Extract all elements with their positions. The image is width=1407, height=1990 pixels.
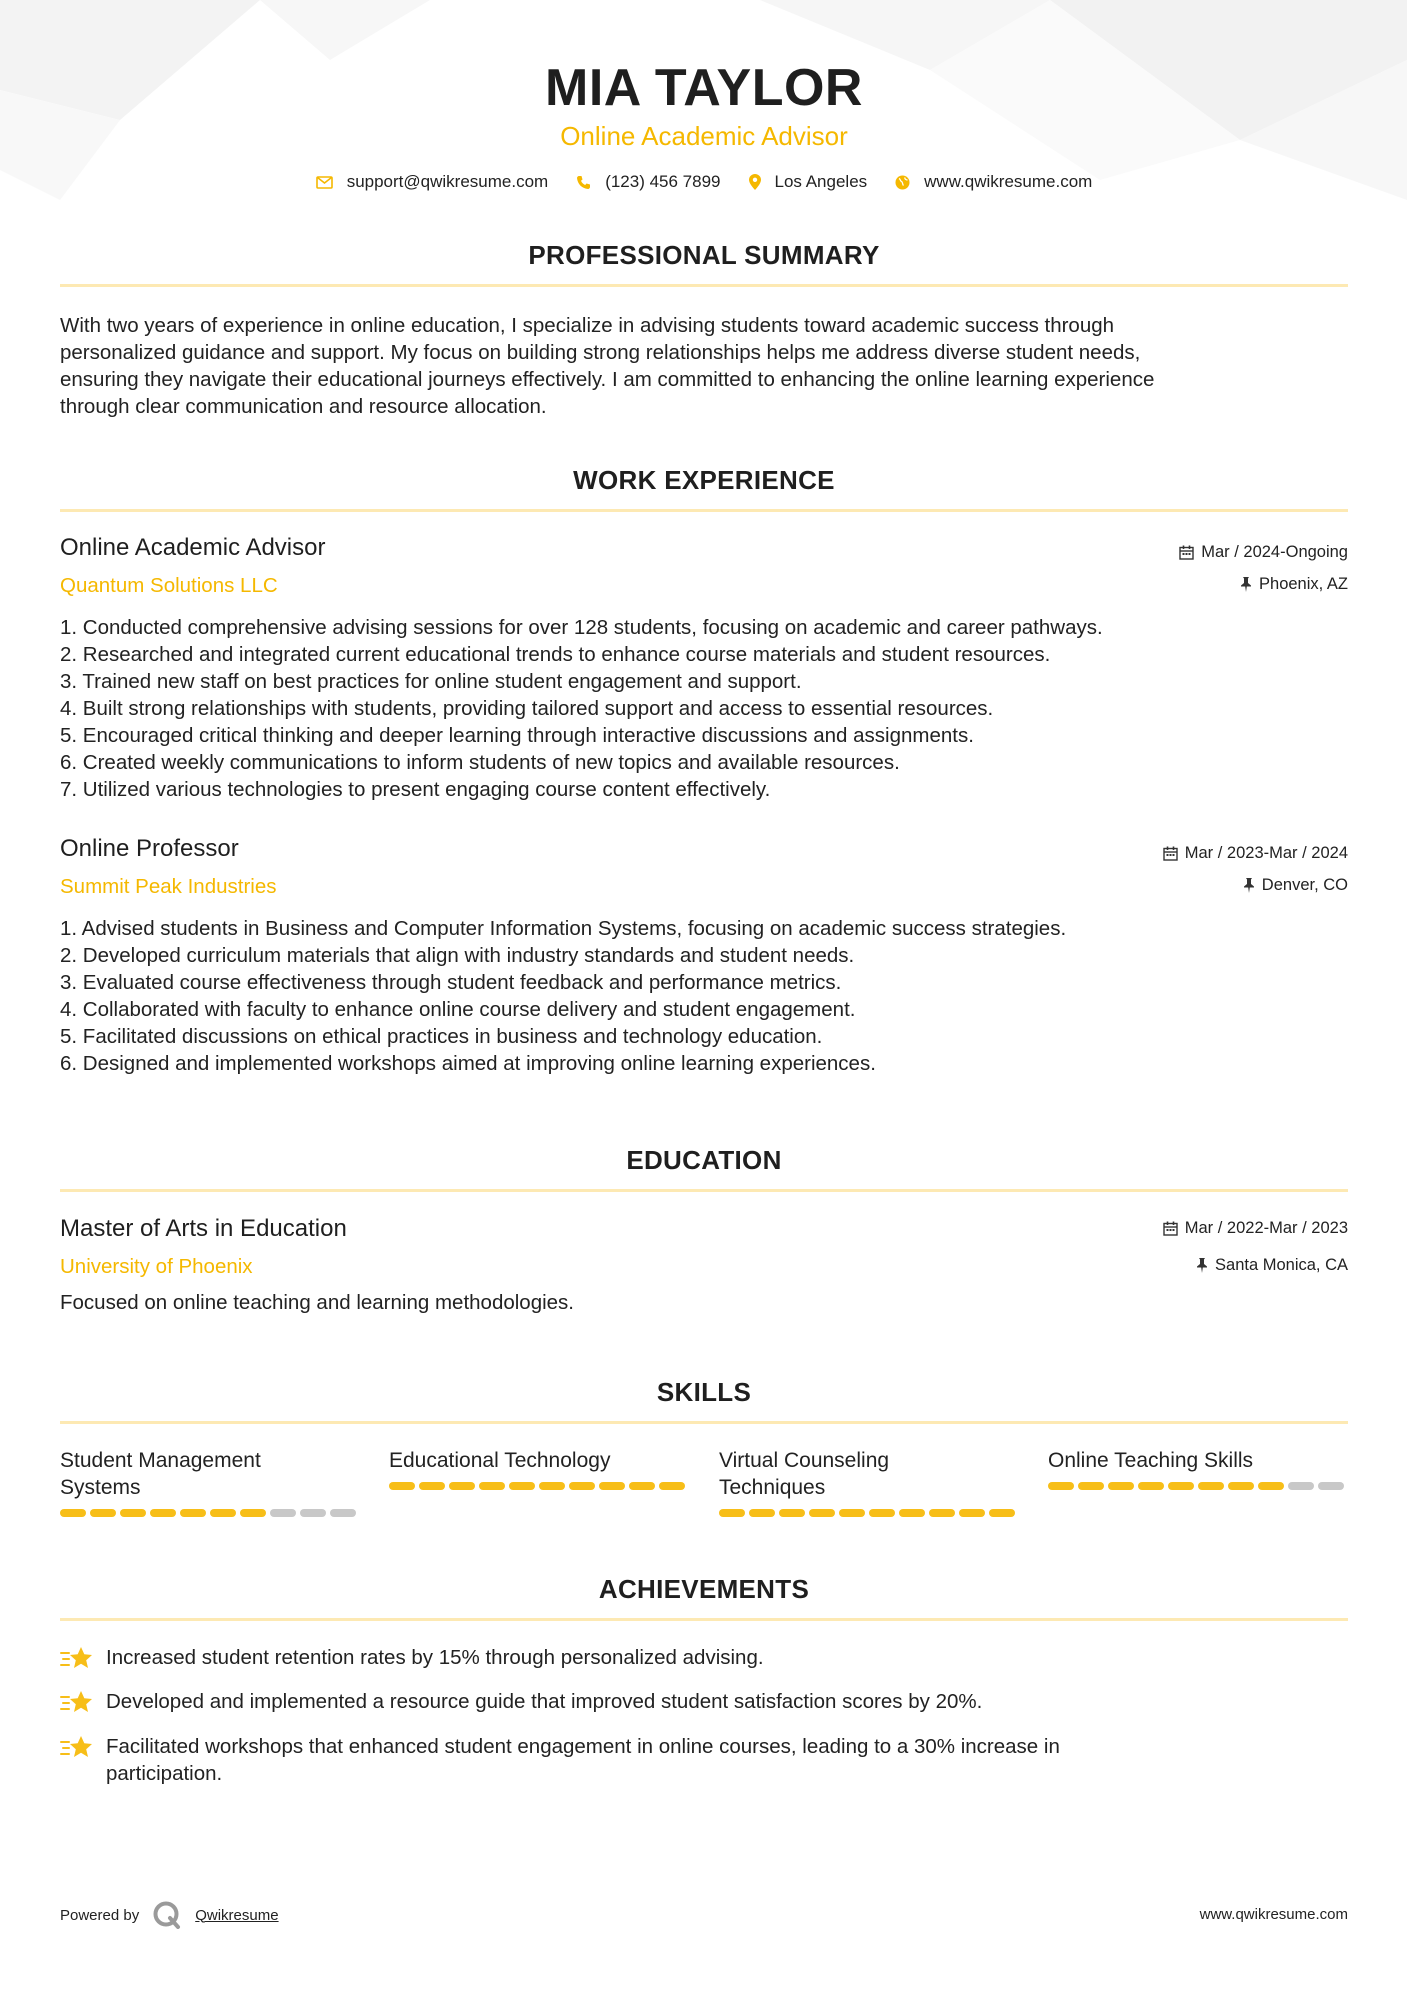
skill-name-line: Virtual Counseling — [719, 1449, 890, 1472]
job-bullets — [60, 915, 1348, 1077]
skill-level-segment — [989, 1509, 1015, 1517]
job-location-text: Denver, CO — [1261, 876, 1348, 894]
skill-level-bar — [60, 1509, 360, 1517]
job-title: Online Academic Advisor — [60, 534, 326, 561]
skill-level-segment — [1078, 1482, 1104, 1490]
skills-heading: SKILLS — [656, 1377, 752, 1407]
skill-level-segment — [1138, 1482, 1164, 1490]
star-icon — [60, 1733, 106, 1787]
contact-location-text: Los Angeles — [774, 172, 868, 191]
skill-level-segment — [1228, 1482, 1254, 1490]
education-rule — [60, 1189, 1348, 1192]
qwikresume-link[interactable]: Qwikresume — [195, 1906, 279, 1924]
skill-level-segment — [1258, 1482, 1284, 1490]
job-dates-text: Mar / 2023-Mar / 2024 — [1184, 844, 1348, 862]
achievement-item — [60, 1688, 1348, 1723]
footer-powered-by — [60, 1901, 279, 1929]
list-item: 6. Designed and implemented workshops aimed at improving online learning experiences. — [60, 1052, 876, 1075]
education-location-text: Santa Monica, CA — [1215, 1256, 1348, 1274]
skill-level-segment — [899, 1509, 925, 1517]
skill-name — [60, 1447, 360, 1501]
skill-level-segment — [150, 1509, 176, 1517]
skill-name-line: Systems — [60, 1476, 141, 1499]
skill-name-line: Student Management — [60, 1449, 261, 1472]
summary-line: personalized guidance and support. My focus on building strong relationships helps me address diverse student needs, — [60, 341, 1141, 364]
skill-level-segment — [539, 1482, 565, 1490]
skill-level-bar — [719, 1509, 1019, 1517]
skill-level-segment — [569, 1482, 595, 1490]
job-location — [1243, 876, 1348, 895]
list-item: 4. Built strong relationships with students, providing tailored support and access to essential resources. — [60, 697, 994, 720]
achievements-heading: ACHIEVEMENTS — [598, 1574, 810, 1604]
calendar-icon — [1163, 846, 1178, 861]
candidate-name: MIA TAYLOR — [545, 59, 863, 117]
skill-level-segment — [330, 1509, 356, 1517]
job-title: Online Professor — [60, 835, 239, 862]
calendar-icon — [1179, 545, 1194, 560]
summary-rule — [60, 284, 1348, 287]
skill-level-segment — [120, 1509, 146, 1517]
contact-phone[interactable] — [576, 172, 720, 192]
list-item: 5. Encouraged critical thinking and deeper learning through interactive discussions and assignments. — [60, 724, 974, 747]
map-pin-icon — [749, 174, 761, 190]
job-location-text: Phoenix, AZ — [1259, 575, 1348, 593]
achievement-text — [106, 1688, 982, 1723]
achievement-line: Facilitated workshops that enhanced student engagement in online courses, leading to a 30% increase in — [106, 1735, 1060, 1758]
globe-icon — [895, 175, 910, 190]
skill-name-line: Educational Technology — [389, 1449, 611, 1472]
skill-level-segment — [270, 1509, 296, 1517]
skill-name-line: Techniques — [719, 1476, 826, 1499]
list-item: 6. Created weekly communications to inform students of new topics and available resources. — [60, 751, 900, 774]
job-company: Summit Peak Industries — [60, 875, 277, 898]
skill-level-segment — [389, 1482, 415, 1490]
skill-level-segment — [300, 1509, 326, 1517]
skill-level-segment — [779, 1509, 805, 1517]
achievement-line: Increased student retention rates by 15% through personalized advising. — [106, 1646, 764, 1669]
job-dates-text: Mar / 2024-Ongoing — [1201, 543, 1348, 561]
list-item: 1. Conducted comprehensive advising sessions for over 128 students, focusing on academic and career pathways. — [60, 616, 1103, 639]
skill-level-segment — [869, 1509, 895, 1517]
summary-text — [60, 312, 1348, 420]
job-location — [1240, 575, 1348, 594]
skill-level-segment — [1198, 1482, 1224, 1490]
education-dates-text: Mar / 2022-Mar / 2023 — [1184, 1219, 1348, 1237]
skill-level-bar — [1048, 1482, 1348, 1490]
calendar-icon — [1163, 1221, 1178, 1236]
skills-rule — [60, 1421, 1348, 1424]
pushpin-icon — [1196, 1258, 1208, 1273]
skill-level-segment — [659, 1482, 685, 1490]
skill-level-segment — [210, 1509, 236, 1517]
star-icon — [60, 1688, 106, 1723]
skill-level-segment — [60, 1509, 86, 1517]
skill-level-segment — [90, 1509, 116, 1517]
skill-level-segment — [479, 1482, 505, 1490]
skill-item — [719, 1447, 1019, 1517]
list-item: 7. Utilized various technologies to present engaging course content effectively. — [60, 778, 771, 801]
contact-phone-text: (123) 456 7899 — [605, 172, 721, 191]
skill-level-segment — [1168, 1482, 1194, 1490]
achievement-item — [60, 1733, 1348, 1787]
skill-level-segment — [1108, 1482, 1134, 1490]
skill-level-segment — [449, 1482, 475, 1490]
envelope-icon — [316, 176, 333, 189]
contact-website-text: www.qwikresume.com — [924, 172, 1093, 191]
education-description: Focused on online teaching and learning methodologies. — [60, 1291, 575, 1314]
candidate-title: Online Academic Advisor — [560, 121, 848, 151]
list-item: 3. Evaluated course effectiveness through student feedback and performance metrics. — [60, 971, 842, 994]
star-icon — [60, 1644, 106, 1679]
contact-email-text: support@qwikresume.com — [346, 172, 549, 191]
skill-item — [60, 1447, 360, 1517]
achievement-line: participation. — [106, 1762, 223, 1785]
contact-website[interactable] — [895, 172, 1092, 192]
list-item: 3. Trained new staff on best practices for online student engagement and support. — [60, 670, 802, 693]
achievement-item — [60, 1644, 1348, 1679]
achievement-text — [106, 1644, 764, 1679]
skill-level-segment — [749, 1509, 775, 1517]
skill-name-line: Online Teaching Skills — [1048, 1449, 1254, 1472]
skill-level-segment — [809, 1509, 835, 1517]
qwikresume-logo-icon — [153, 1901, 181, 1929]
job-dates — [1179, 543, 1348, 562]
skill-level-segment — [1318, 1482, 1344, 1490]
summary-heading: PROFESSIONAL SUMMARY — [528, 240, 880, 270]
skill-item — [1048, 1447, 1348, 1490]
footer-website[interactable]: www.qwikresume.com — [1199, 1906, 1348, 1923]
contact-email[interactable] — [316, 172, 549, 192]
skill-level-segment — [240, 1509, 266, 1517]
summary-line: ensuring they navigate their educational journeys effectively. I am committed to enhancing the online learning experience — [60, 368, 1155, 391]
skill-name — [719, 1447, 1019, 1501]
education-heading: EDUCATION — [626, 1145, 782, 1175]
achievement-line: Developed and implemented a resource guide that improved student satisfaction scores by 20%. — [106, 1690, 983, 1713]
skill-level-segment — [419, 1482, 445, 1490]
achievement-text — [106, 1733, 1060, 1787]
skill-level-segment — [719, 1509, 745, 1517]
skill-level-segment — [599, 1482, 625, 1490]
list-item: 2. Researched and integrated current educational trends to enhance course materials and student resources. — [60, 643, 1051, 666]
list-item: 4. Collaborated with faculty to enhance online course delivery and student engagement. — [60, 998, 856, 1021]
skill-level-segment — [839, 1509, 865, 1517]
education-dates — [1163, 1219, 1348, 1238]
list-item: 1. Advised students in Business and Computer Information Systems, focusing on academic success strategies. — [60, 917, 1067, 940]
skill-level-bar — [389, 1482, 689, 1490]
pushpin-icon — [1240, 577, 1252, 592]
powered-by-label: Powered by — [60, 1906, 140, 1924]
education-school: University of Phoenix — [60, 1255, 253, 1278]
contact-bar — [60, 172, 1348, 192]
job-bullets — [60, 614, 1348, 803]
skill-item — [389, 1447, 689, 1490]
skill-level-segment — [180, 1509, 206, 1517]
experience-rule — [60, 509, 1348, 512]
list-item: 2. Developed curriculum materials that align with industry standards and student needs. — [60, 944, 855, 967]
skill-level-segment — [1288, 1482, 1314, 1490]
list-item: 5. Facilitated discussions on ethical practices in business and technology education. — [60, 1025, 823, 1048]
experience-heading: WORK EXPERIENCE — [573, 465, 835, 495]
education-location — [1196, 1256, 1348, 1275]
job-company: Quantum Solutions LLC — [60, 574, 278, 597]
phone-icon — [576, 175, 591, 190]
summary-line: through clear communication and resource allocation. — [60, 395, 547, 418]
skill-level-segment — [629, 1482, 655, 1490]
summary-line: With two years of experience in online education, I specialize in advising students toward academic success through — [60, 314, 1115, 337]
education-degree: Master of Arts in Education — [60, 1215, 347, 1242]
skill-level-segment — [929, 1509, 955, 1517]
skill-name — [389, 1447, 689, 1474]
contact-location — [749, 172, 868, 192]
skill-level-segment — [509, 1482, 535, 1490]
pushpin-icon — [1243, 878, 1255, 893]
job-dates — [1163, 844, 1348, 863]
skill-level-segment — [1048, 1482, 1074, 1490]
achievements-rule — [60, 1618, 1348, 1621]
skill-level-segment — [959, 1509, 985, 1517]
skill-name — [1048, 1447, 1348, 1474]
